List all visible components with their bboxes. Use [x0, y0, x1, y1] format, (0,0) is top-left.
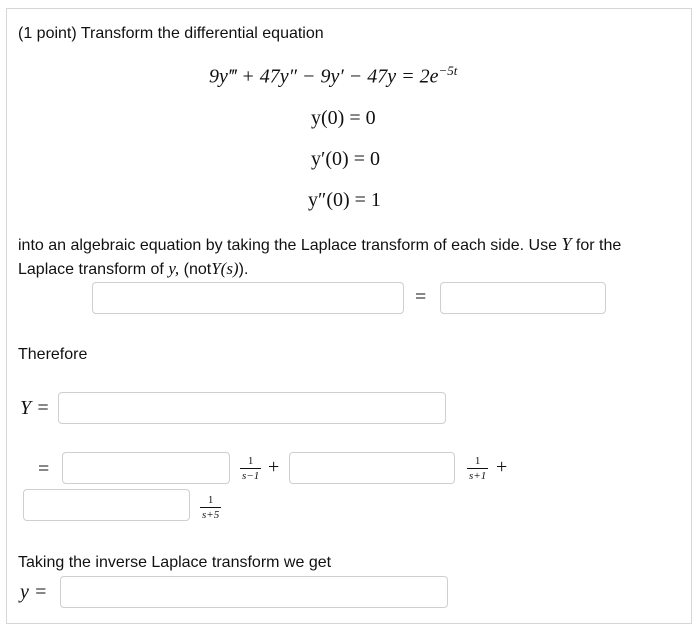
- problem-intro: (1 point) Transform the differential equation: [18, 25, 324, 42]
- plus-sign: +: [268, 456, 280, 478]
- plus-sign: +: [496, 456, 508, 478]
- symbol-Ys: Y(s): [211, 259, 239, 278]
- symbol-Y: Y: [561, 234, 572, 254]
- equals-sign: =: [415, 286, 427, 308]
- coefficient-2-input[interactable]: [289, 452, 455, 484]
- fraction-denominator: s−1: [242, 470, 260, 482]
- fraction-denominator: s+5: [202, 509, 220, 521]
- initial-condition-1: y(0) = 0: [311, 107, 376, 129]
- instruction-line-1: [18, 234, 621, 256]
- y-input[interactable]: [60, 576, 448, 608]
- fraction-1-over-s-plus-1: [467, 455, 488, 482]
- partial-equals-sign: =: [38, 458, 50, 480]
- problem-panel: [6, 8, 692, 624]
- instruction-text: Laplace transform of: [18, 261, 164, 278]
- initial-condition-2: y′(0) = 0: [311, 148, 380, 170]
- instruction-text: for the: [575, 237, 622, 254]
- instruction-text: into an algebraic equation by taking the Laplace transform of each side. Use: [18, 237, 557, 254]
- fraction-numerator: 1: [207, 494, 214, 506]
- Y-input[interactable]: [58, 392, 446, 424]
- instruction-text: ).: [238, 261, 249, 278]
- symbol-y: y,: [168, 259, 180, 278]
- fraction-1-over-s-minus-1: [240, 455, 261, 482]
- fraction-1-over-s-plus-5: [200, 494, 221, 521]
- instruction-line-2: [18, 259, 248, 280]
- y-label: [20, 581, 47, 604]
- transform-left-input[interactable]: [92, 282, 404, 314]
- fraction-numerator: 1: [474, 455, 481, 467]
- instruction-text: (not: [183, 261, 212, 278]
- Y-label: [20, 397, 50, 420]
- coefficient-3-input[interactable]: [23, 489, 190, 521]
- y-equals: y =: [20, 581, 48, 603]
- initial-condition-3: y″(0) = 1: [308, 189, 381, 211]
- therefore-label: Therefore: [18, 346, 88, 363]
- transform-right-input[interactable]: [440, 282, 606, 314]
- fraction-denominator: s+1: [469, 470, 487, 482]
- coefficient-1-input[interactable]: [62, 452, 230, 484]
- inverse-label: Taking the inverse Laplace transform we get: [18, 554, 332, 571]
- equation-body: 9y‴ + 47y″ − 9y′ − 47y = 2e: [209, 65, 439, 88]
- Y-equals: Y =: [20, 397, 50, 419]
- differential-equation: [209, 63, 457, 89]
- fraction-numerator: 1: [247, 455, 254, 467]
- equation-exponent: −5t: [438, 63, 458, 78]
